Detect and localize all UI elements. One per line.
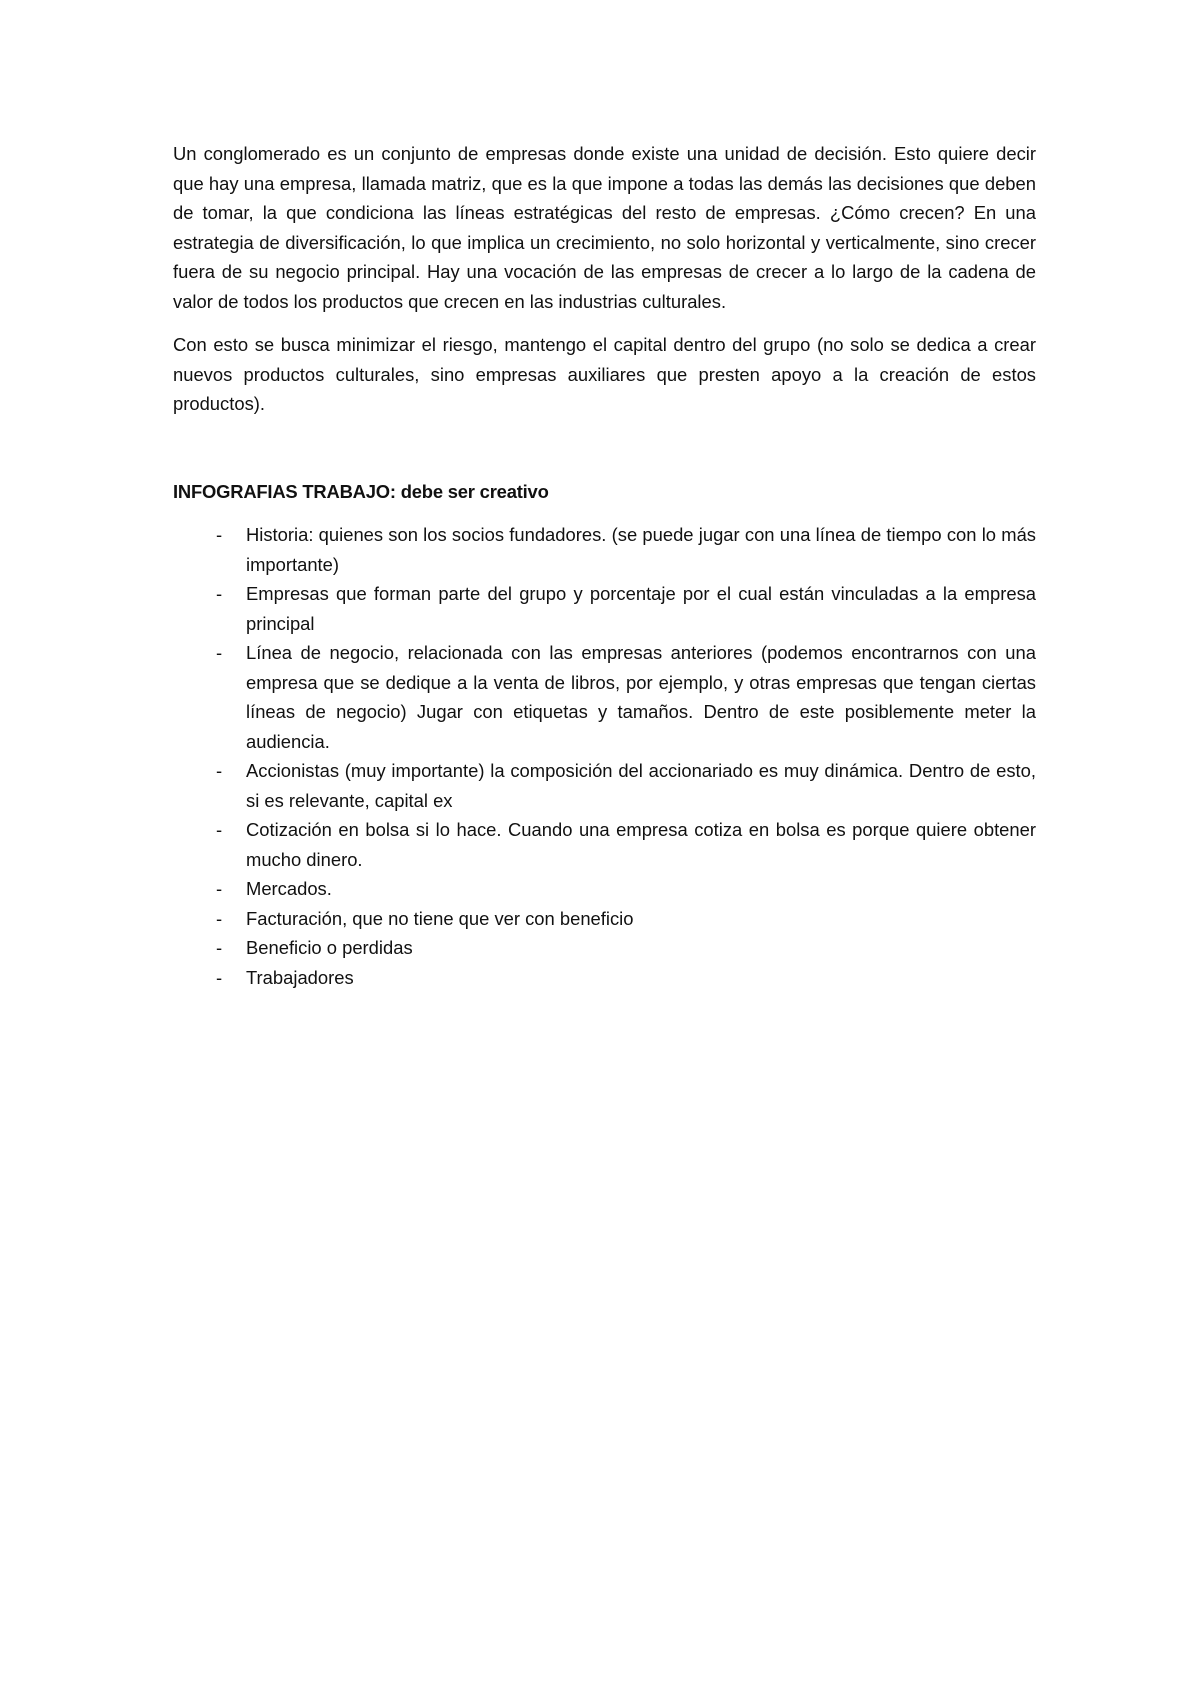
list-item-accionistas xyxy=(173,756,1036,815)
list-bullet: - xyxy=(216,937,223,958)
list-item-text: Línea de negocio, relacionada con las empresas anteriores (podemos encontrarnos con una empresa que se dedique a la venta de libros, por ejemplo, y otras empresas que tengan ciertas líneas de negocio) Jugar con etiquetas y tamaños. Dentro de este posiblemente meter la audiencia. xyxy=(246,642,1036,752)
list-bullet: - xyxy=(216,524,223,545)
intro-paragraph: Un conglomerado es un conjunto de empresas donde existe una unidad de decisión. Esto quiere decir que hay una empresa, llamada matriz, que es la que impone a todas las demás las decisiones que deben de tomar, la que condiciona las líneas estratégicas del resto de empresas. ¿Cómo crecen? En una estrategia de diversificación, lo que implica un crecimiento, no solo horizontal y verticalmente, sino crecer fuera de su negocio principal. Hay una vocación de las empresas de crecer a lo largo de la cadena de valor de todos los productos que crecen en las industrias culturales. xyxy=(173,143,1036,312)
list-item-text: Trabajadores xyxy=(246,966,354,988)
list-bullet: - xyxy=(216,760,223,781)
requirements-list xyxy=(173,520,1036,992)
list-bullet: - xyxy=(216,907,223,929)
section-heading: INFOGRAFIAS TRABAJO: debe ser creativo xyxy=(173,480,549,502)
list-item-text: Empresas que forman parte del grupo y porcentaje por el cual están vinculadas a la empresa principal xyxy=(246,583,1036,634)
list-item-text: Beneficio o perdidas xyxy=(246,937,413,958)
list-item-linea-negocio xyxy=(173,638,1036,756)
list-item-empresas xyxy=(173,579,1036,638)
list-item-trabajadores xyxy=(173,963,1036,993)
list-item-text: Historia: quienes son los socios fundadores. (se puede jugar con una línea de tiempo con lo más importante) xyxy=(246,524,1036,575)
list-item-text: Cotización en bolsa si lo hace. Cuando una empresa cotiza en bolsa es porque quiere obtener mucho dinero. xyxy=(246,819,1036,870)
list-item-text: Accionistas (muy importante) la composición del accionariado es muy dinámica. Dentro de esto, si es relevante, capital ex xyxy=(246,760,1036,811)
list-item-beneficio xyxy=(173,933,1036,963)
list-item-mercados xyxy=(173,874,1036,904)
list-bullet: - xyxy=(216,966,223,988)
list-bullet: - xyxy=(216,642,223,663)
list-bullet: - xyxy=(216,878,223,899)
list-item-historia xyxy=(173,520,1036,579)
list-item-text: Facturación, que no tiene que ver con beneficio xyxy=(246,907,634,929)
list-item-facturacion xyxy=(173,904,1036,934)
list-item-cotizacion xyxy=(173,815,1036,874)
list-bullet: - xyxy=(216,819,223,840)
list-item-text: Mercados. xyxy=(246,878,332,899)
risk-paragraph: Con esto se busca minimizar el riesgo, mantengo el capital dentro del grupo (no solo se dedica a crear nuevos productos culturales, sino empresas auxiliares que presten apoyo a la creación de estos productos). xyxy=(173,334,1036,414)
list-bullet: - xyxy=(216,583,223,604)
document-body xyxy=(173,139,1036,992)
